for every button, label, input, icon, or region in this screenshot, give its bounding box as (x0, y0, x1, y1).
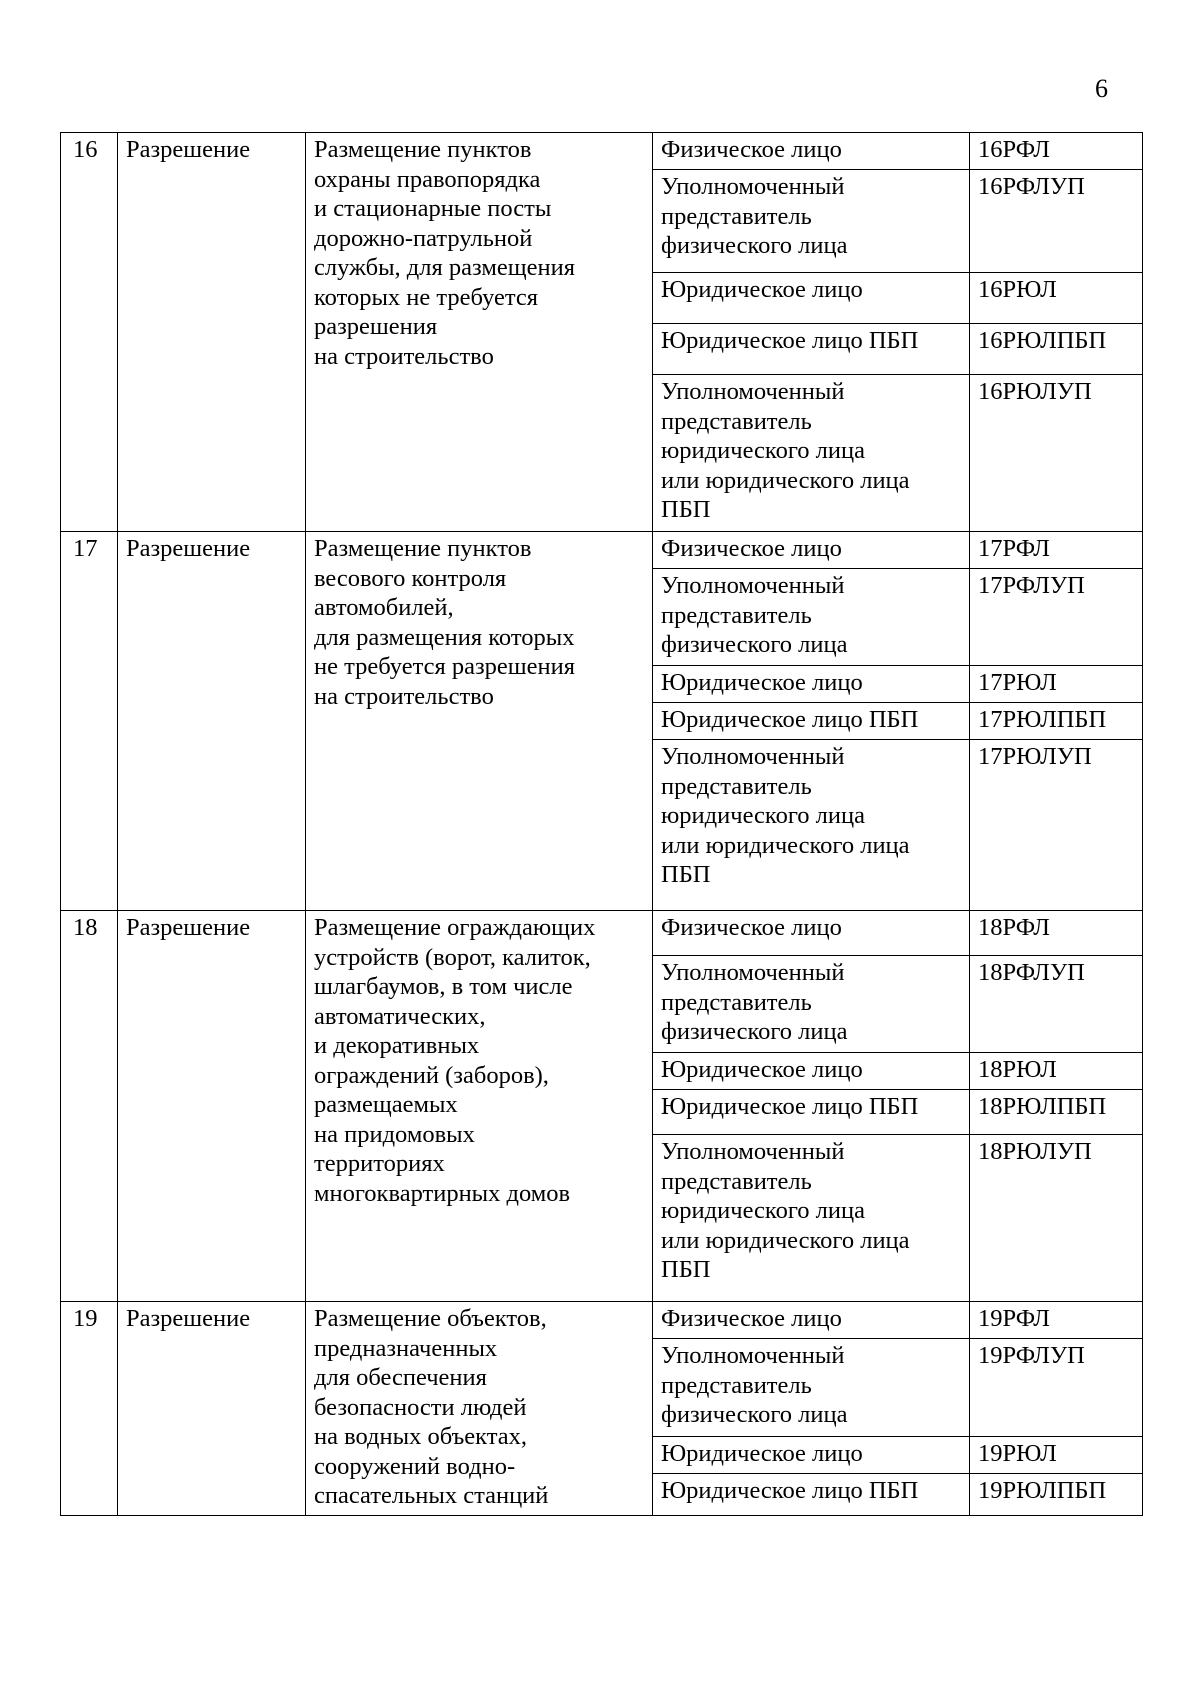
permit-description: Размещение ограждающих устройств (ворот, калиток, шлагбаумов, в том числе автоматических, и декоративных ограждений (заборов), размещаемых на придомовых территориях многоквартирных домов (306, 911, 653, 1302)
applicant-code: 17РФЛУП (970, 569, 1143, 666)
applicant-code: 18РФЛ (970, 911, 1143, 956)
applicant-code: 17РЮЛ (970, 666, 1143, 703)
row-number: 17 (61, 532, 118, 911)
permit-type: Разрешение (118, 911, 306, 1302)
applicant-code: 19РЮЛПБП (970, 1474, 1143, 1515)
permit-description: Размещение объектов, предназначенных для обеспечения безопасности людей на водных объектах, сооружений водно- спасательных станций (306, 1302, 653, 1516)
applicant-category: Физическое лицо (653, 133, 970, 170)
row-number: 16 (61, 133, 118, 532)
table-row (61, 133, 1143, 170)
permit-type: Разрешение (118, 133, 306, 532)
applicant-code: 19РЮЛ (970, 1436, 1143, 1473)
applicant-code: 17РЮЛУП (970, 740, 1143, 911)
applicant-category: Уполномоченный представитель физического лица (653, 170, 970, 273)
row-number: 19 (61, 1302, 118, 1516)
applicant-category: Юридическое лицо (653, 1436, 970, 1473)
applicant-code: 16РЮЛУП (970, 375, 1143, 532)
applicant-category: Юридическое лицо (653, 1053, 970, 1090)
applicant-code: 19РФЛ (970, 1302, 1143, 1339)
applicant-code: 17РФЛ (970, 532, 1143, 569)
applicant-category: Юридическое лицо ПБП (653, 703, 970, 740)
permit-type: Разрешение (118, 1302, 306, 1516)
row-number: 18 (61, 911, 118, 1302)
applicant-category: Уполномоченный представитель юридического лица или юридического лица ПБП (653, 740, 970, 911)
table-row (61, 911, 1143, 956)
applicant-category: Юридическое лицо (653, 273, 970, 324)
applicant-code: 16РЮЛПБП (970, 324, 1143, 375)
permit-description: Размещение пунктов весового контроля автомобилей, для размещения которых не требуется разрешения на строительство (306, 532, 653, 911)
applicant-code: 19РФЛУП (970, 1339, 1143, 1437)
permit-description: Размещение пунктов охраны правопорядка и стационарные посты дорожно-патрульной службы, для размещения которых не требуется разрешения на строительство (306, 133, 653, 532)
applicant-category: Юридическое лицо ПБП (653, 1474, 970, 1515)
applicant-code: 16РЮЛ (970, 273, 1143, 324)
applicant-category: Уполномоченный представитель физического лица (653, 1339, 970, 1437)
applicant-code: 18РЮЛ (970, 1053, 1143, 1090)
applicant-category: Юридическое лицо (653, 666, 970, 703)
applicant-category: Уполномоченный представитель юридического лица или юридического лица ПБП (653, 375, 970, 532)
applicant-category: Уполномоченный представитель физического лица (653, 956, 970, 1053)
page-number: 6 (1095, 74, 1108, 103)
applicant-code: 17РЮЛПБП (970, 703, 1143, 740)
permits-table (60, 132, 1143, 1516)
applicant-code: 18РЮЛУП (970, 1135, 1143, 1302)
applicant-category: Уполномоченный представитель юридического лица или юридического лица ПБП (653, 1135, 970, 1302)
applicant-code: 16РФЛУП (970, 170, 1143, 273)
applicant-category: Физическое лицо (653, 911, 970, 956)
applicant-code: 18РЮЛПБП (970, 1090, 1143, 1135)
table-row (61, 532, 1143, 569)
applicant-code: 18РФЛУП (970, 956, 1143, 1053)
applicant-category: Юридическое лицо ПБП (653, 1090, 970, 1135)
applicant-code: 16РФЛ (970, 133, 1143, 170)
applicant-category: Уполномоченный представитель физического лица (653, 569, 970, 666)
applicant-category: Физическое лицо (653, 532, 970, 569)
table-row (61, 1302, 1143, 1339)
permit-type: Разрешение (118, 532, 306, 911)
applicant-category: Физическое лицо (653, 1302, 970, 1339)
applicant-category: Юридическое лицо ПБП (653, 324, 970, 375)
